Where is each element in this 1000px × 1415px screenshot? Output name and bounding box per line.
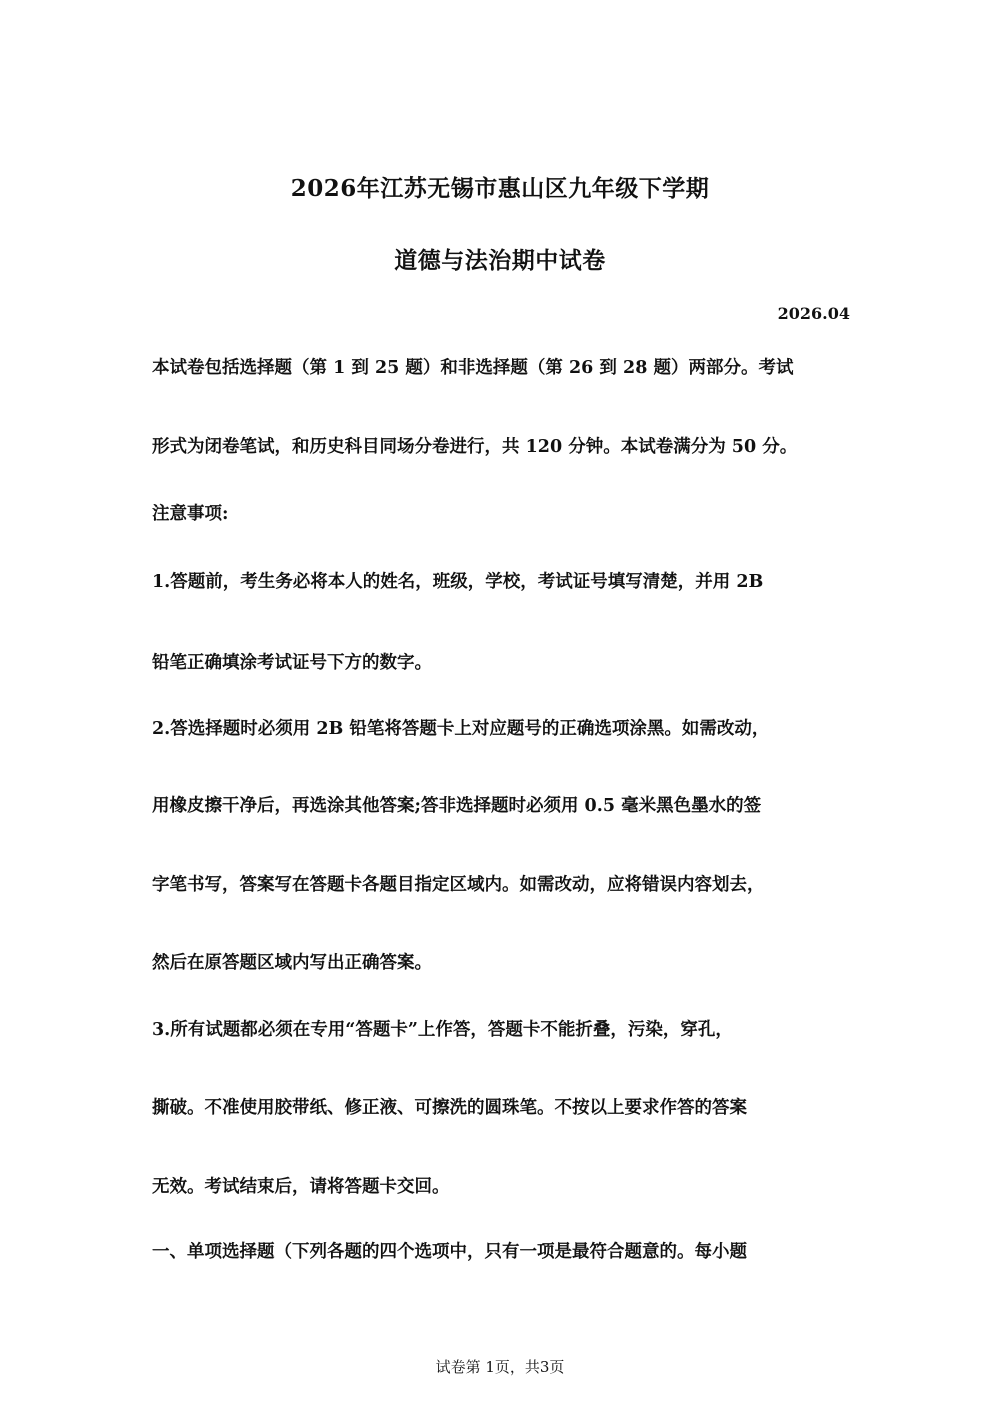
exam-title-line2: 道德与法治期中试卷 — [394, 247, 606, 274]
note-2-line-1: 2.答选择题时必须用 2B 铅笔将答题卡上对应题号的正确选项涂黑。如需改动， — [152, 719, 770, 739]
note-2-line-3: 字笔书写，答案写在答题卡各题目指定区域内。如需改动，应将错误内容划去， — [152, 875, 765, 895]
note-2-line-2: 用橡皮擦干净后，再选涂其他答案;答非选择题时必须用 0.5 毫米黑色墨水的签 — [152, 796, 762, 816]
section-1-heading: 一、单项选择题（下列各题的四个选项中，只有一项是最符合题意的。每小题 — [152, 1242, 747, 1262]
note-2-line-4: 然后在原答题区域内写出正确答案。 — [152, 953, 432, 973]
page-footer: 试卷第 1页，共3页 — [435, 1358, 565, 1376]
note-3-line-2: 撕破。不准使用胶带纸、修正液、可擦洗的圆珠笔。不按以上要求作答的答案 — [152, 1098, 747, 1118]
notes-heading: 注意事项: — [152, 504, 229, 524]
intro-line-2: 形式为闭卷笔试，和历史科目同场分卷进行，共 120 分钟。本试卷满分为 50 分。 — [152, 437, 798, 457]
exam-title-line1: 2026年江苏无锡市惠山区九年级下学期 — [290, 175, 710, 202]
exam-date: 2026.04 — [777, 304, 850, 323]
note-3-line-3: 无效。考试结束后，请将答题卡交回。 — [152, 1177, 450, 1197]
note-1-line-1: 1.答题前，考生务必将本人的姓名，班级，学校，考试证号填写清楚，并用 2B — [152, 572, 764, 592]
note-1-line-2: 铅笔正确填涂考试证号下方的数字。 — [152, 653, 432, 673]
intro-line-1: 本试卷包括选择题（第 1 到 25 题）和非选择题（第 26 到 28 题）两部分。考试 — [152, 358, 794, 378]
note-3-line-1: 3.所有试题都必须在专用“答题卡”上作答，答题卡不能折叠，污染，穿孔， — [152, 1020, 733, 1040]
